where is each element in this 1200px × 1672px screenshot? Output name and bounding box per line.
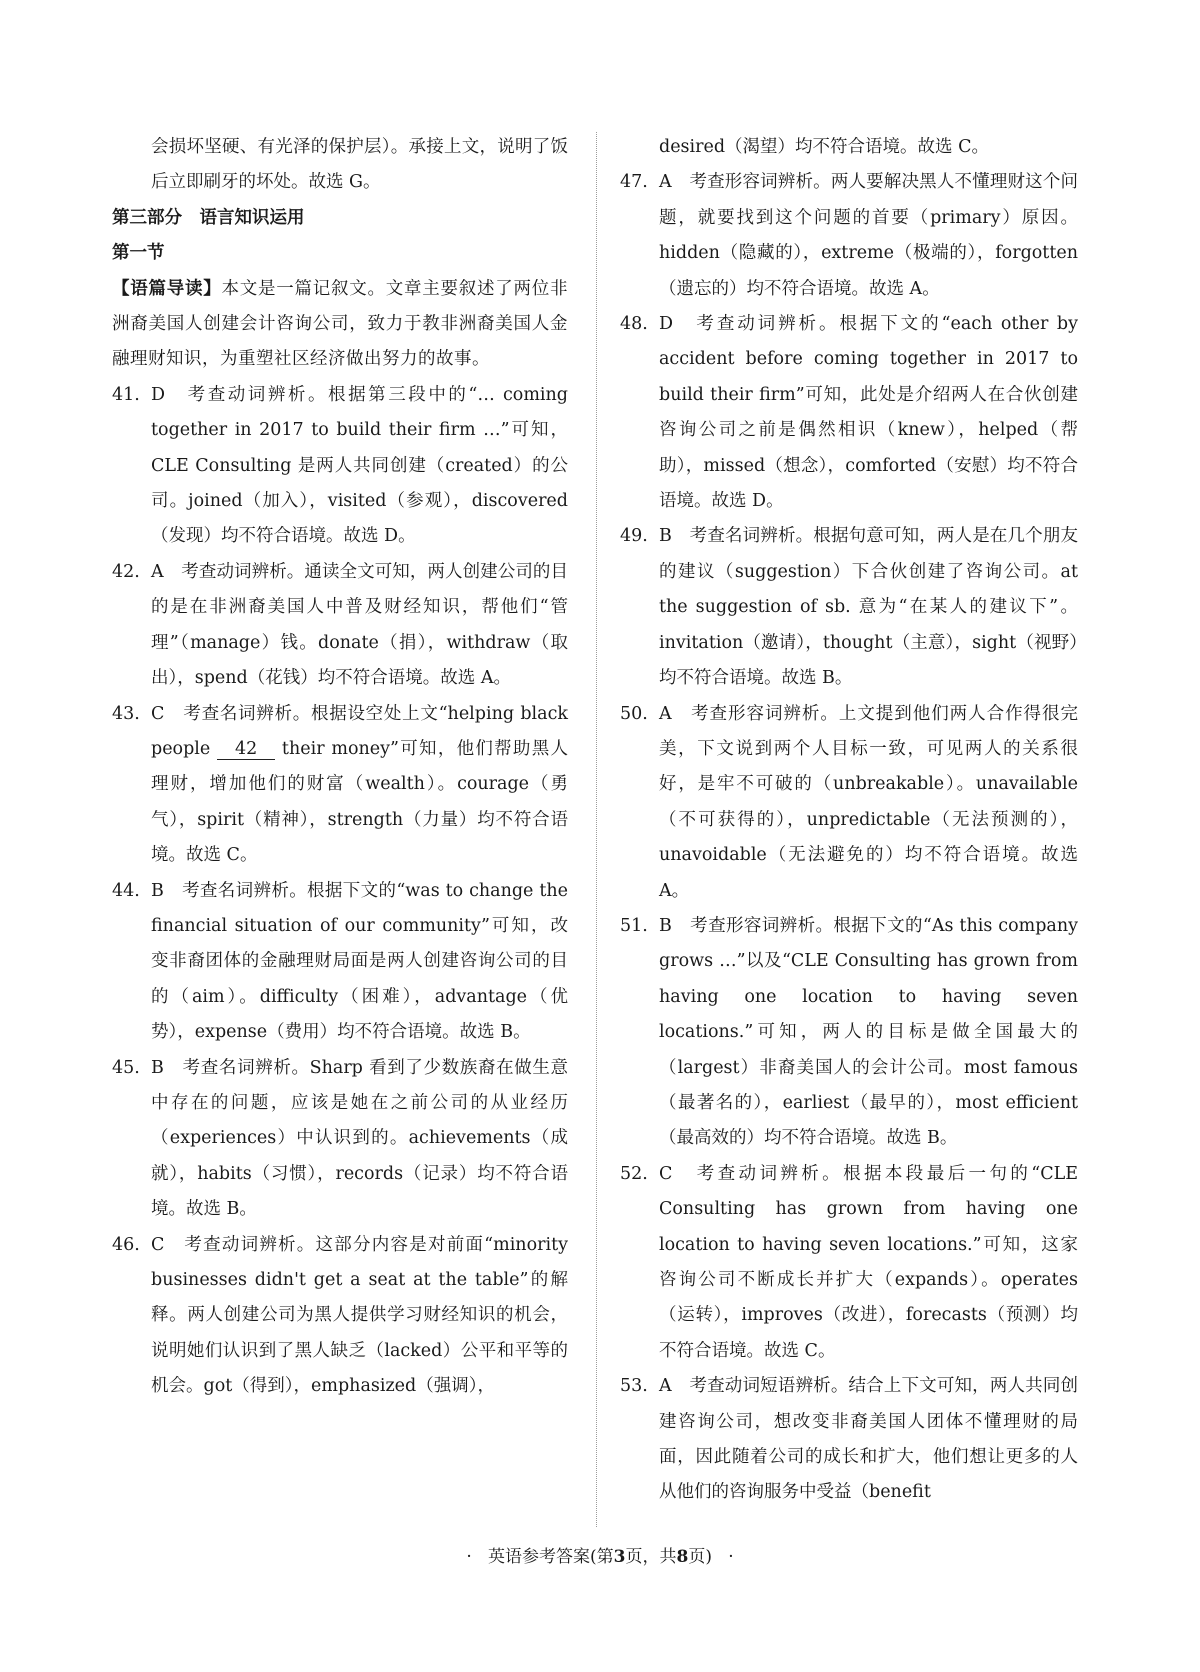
answer-text: A 考查形容词辨析。两人要解决黑人不懂理财这个问题，就要找到这个问题的首要（primary）原因。hidden（隐藏的），extreme（极端的），forgotten（遗忘的）均不符合语境。故选 A。 [659, 172, 1078, 299]
right-column [620, 130, 1078, 1511]
answer-text: C 考查动词辨析。根据本段最后一句的“CLE Consulting has grown from having one location to having seven locations.”可知，这家咨询公司不断成长并扩大（expands）。operates（运转），improves（改进），forecasts（预测）均不符合语境。故选 C。 [659, 1163, 1078, 1361]
answer-text: B 考查名词辨析。根据句意可知，两人是在几个朋友的建议（suggestion）下合伙创建了咨询公司。at the suggestion of sb. 意为“在某人的建议下”。invitation（邀请），thought（主意），sight（视野）均不符合语境。故选 B。 [659, 526, 1078, 689]
answer-item-42 [112, 555, 568, 697]
answer-number: 52. [620, 1163, 648, 1184]
answer-item-43 [112, 697, 568, 874]
footer-total-pages: 8 [676, 1547, 689, 1567]
answer-item-53 [620, 1369, 1078, 1511]
passage-guide [112, 272, 568, 378]
answer-number: 43. [112, 703, 140, 724]
answer-text: D 考查动词辨析。根据下文的“each other by accident before coming together in 2017 to build their firm”可知，此处是介绍两人在合伙创建咨询公司之前是偶然相识（knew），helped（帮助），missed（想念），comforted（安慰）均不符合语境。故选 D。 [659, 314, 1078, 512]
answer-text: C 考查动词辨析。这部分内容是对前面“minority businesses didn't get a seat at the table”的解释。两人创建公司为黑人提供学习财经知识的机会，说明她们认识到了黑人缺乏（lacked）公平和平等的机会。got（得到），emphasized（强调）， [151, 1234, 568, 1397]
section-heading: 第一节 [112, 243, 165, 264]
answer-item-47 [620, 165, 1078, 307]
passage-guide-tag: 【语篇导读】 [112, 278, 222, 299]
footer-prefix: 英语参考答案(第 [488, 1547, 614, 1567]
part-heading: 第三部分 语言知识运用 [112, 207, 305, 228]
answer-item-45 [112, 1051, 568, 1228]
answer-text: B 考查形容词辨析。根据下文的“As this company grows …”以及“CLE Consulting has grown from having one location to having seven locations.”可知，两人的目标是做全国最大的（largest）非裔美国人的会计公司。most famous（最著名的），earliest（最早的），most efficient（最高效的）均不符合语境。故选 B。 [659, 915, 1078, 1149]
answer-number: 42. [112, 561, 140, 582]
answer-item-48 [620, 307, 1078, 519]
footer-dot-right: · [728, 1547, 734, 1567]
answer-item-52 [620, 1157, 1078, 1369]
answer-number: 44. [112, 880, 140, 901]
answer-number: 46. [112, 1234, 140, 1255]
answer-text: A 考查动词短语辨析。结合上下文可知，两人共同创建咨询公司，想改变非裔美国人团体不懂理财的局面，因此随着公司的成长和扩大，他们想让更多的人从他们的咨询服务中受益（benefit [659, 1376, 1078, 1503]
footer-page-number: 3 [613, 1547, 626, 1567]
answer-number: 50. [620, 703, 648, 724]
answer-number: 48. [620, 314, 648, 335]
footer-mid: 页，共 [625, 1547, 677, 1567]
footer-dot-left: · [466, 1547, 472, 1567]
answer-text: B 考查名词辨析。根据下文的“was to change the financial situation of our community”可知，改变非裔团体的金融理财局面是两人创建咨询公司的目的（aim）。difficulty（困难），advantage（优势），expense（费用）均不符合语境。故选 B。 [151, 880, 568, 1043]
continued-answer-text: desired（渴望）均不符合语境。故选 C。 [659, 137, 990, 157]
answer-item-46 [112, 1228, 568, 1405]
answer-item-49 [620, 519, 1078, 696]
passage-guide-text: 本文是一篇记叙文。文章主要叙述了两位非洲裔美国人创建会计咨询公司，致力于教非洲裔美国人金融理财知识，为重塑社区经济做出努力的故事。 [112, 278, 568, 370]
answer-number: 49. [620, 526, 648, 547]
answer-text: A 考查动词辨析。通读全文可知，两人创建公司的目的是在非洲裔美国人中普及财经知识，帮他们“管理”（manage）钱。donate（捐），withdraw（取出），spend（花钱）均不符合语境。故选 A。 [151, 561, 568, 689]
answer-item-44 [112, 874, 568, 1051]
answer-text-after-blank: their money”可知，他们帮助黑人理财，增加他们的财富（wealth）。courage（勇气），spirit（精神），strength（力量）均不符合语境。故选 C。 [151, 738, 568, 866]
column-divider [596, 132, 597, 1527]
answer-text-before-blank: C 考查名词辨析。根据设空处上文“helping black people [151, 703, 568, 759]
answer-item-50 [620, 697, 1078, 909]
answer-number: 41. [112, 384, 140, 405]
footer-suffix: 页) [688, 1547, 712, 1567]
continued-answer-text: 会损坏坚硬、有光泽的保护层）。承接上文，说明了饭后立即刷牙的坏处。故选 G。 [151, 137, 568, 193]
answer-text: D 考查动词辨析。根据第三段中的“… coming together in 2017 to build their firm …”可知，CLE Consulting 是两人共同创建（created）的公司。joined（加入），visited（参观），discovered（发现）均不符合语境。故选 D。 [151, 384, 568, 547]
left-column [112, 130, 568, 1405]
answer-text: A 考查形容词辨析。上文提到他们两人合作得很完美，下文说到两个人目标一致，可见两人的关系很好，是牢不可破的（unbreakable）。unavailable（不可获得的），unpredictable（无法预测的），unavoidable（无法避免的）均不符合语境。故选 A。 [659, 703, 1078, 901]
answer-number: 53. [620, 1376, 648, 1397]
answer-item-51 [620, 909, 1078, 1157]
blank-number-42: 42 [217, 739, 275, 760]
answer-number: 47. [620, 172, 648, 193]
answer-number: 45. [112, 1057, 140, 1078]
page-footer [0, 1542, 1200, 1567]
answer-number: 51. [620, 915, 648, 936]
answer-item-41 [112, 378, 568, 555]
answer-text: B 考查名词辨析。Sharp 看到了少数族裔在做生意中存在的问题，应该是她在之前公司的从业经历（experiences）中认识到的。achievements（成就），habits（习惯），records（记录）均不符合语境。故选 B。 [151, 1057, 568, 1220]
